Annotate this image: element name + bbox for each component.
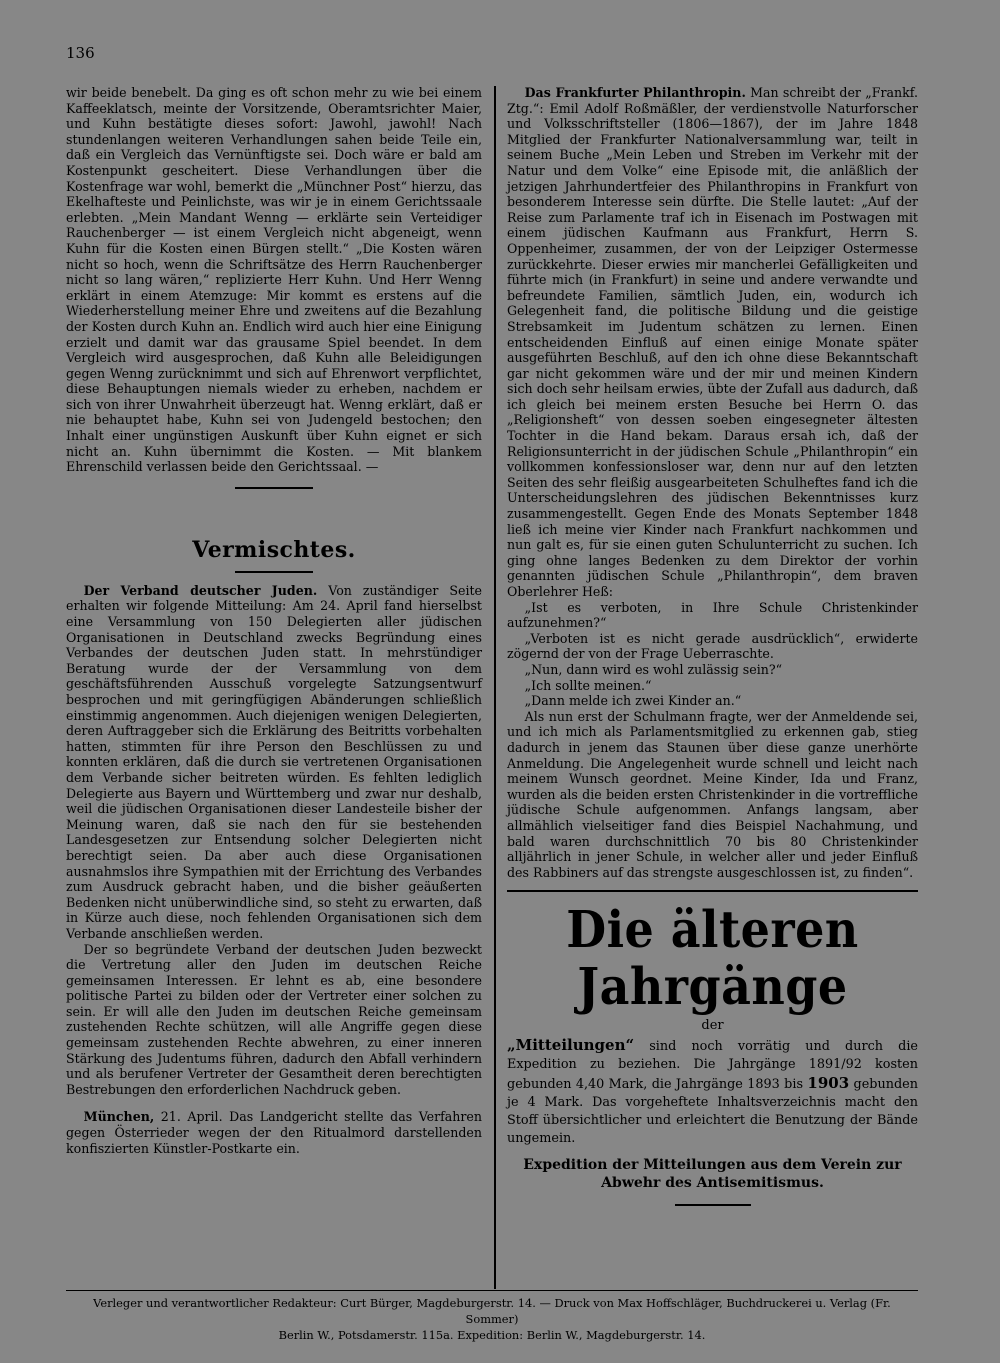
right-column (507, 85, 918, 1206)
philanthropin-article-lead (507, 85, 918, 600)
column-divider (494, 86, 496, 1289)
muenchen-item-title: München, (83, 1109, 155, 1125)
advertisement-bottom-rule (675, 1204, 751, 1206)
imprint-line-2: Berlin W., Potsdamerstr. 115a. Expedition: Berlin W., Magdeburgerstr. 14. (278, 1328, 706, 1342)
advertisement (507, 899, 918, 1206)
muenchen-item-text: Das Landgericht stellte das Verfahren gegen Österrieder wegen der den Ritualmord darstellenden konfiszierten Künstler-Postkarte ein. (66, 1109, 482, 1156)
left-column (66, 85, 482, 1156)
section-heading-divider (235, 571, 313, 573)
story-divider (235, 487, 313, 489)
advertisement-year: 1903 (807, 1073, 850, 1092)
advertisement-title: Die älteren Jahrgänge (566, 899, 859, 1017)
philanthropin-dialogue-line: „Nun, dann wird es wohl zulässig sein?“ (524, 661, 783, 677)
advertisement-text-1: sind noch vorrätig und durch die Expedition zu beziehen. Die Jahrgänge 1891/92 kosten gebunden 4,40 Mark, die Jahrgänge 1893 bis (507, 1038, 918, 1092)
advertisement-top-rule (507, 890, 918, 892)
verband-article-paragraph-2: Der so begründete Verband der deutschen Juden bezweckt die Vertretung aller den Juden im deutschen Reiche gemeinsamen Interessen. Er lehnt es ab, eine besondere politische Partei zu bilden oder der Vertreter einer solchen zu sein. Er will alle den Juden im deutschen Reiche gemeinsam zustehenden Rechte schützen, will alle Angriffe gegen diese gemeinsam zustehenden Rechte abwehren, zu einer inneren Stärkung des Judentums führen, dadurch den Abfall verhindern und als berufener Vertreter der Gesamtheit deren berechtigten Bestrebungen den erforderlichen Nachdruck geben. (66, 941, 482, 1097)
philanthropin-article-title: Das Frankfurter Philanthropin. (524, 85, 746, 100)
advertisement-signature: Expedition der Mitteilungen aus dem Verein zur Abwehr des Antisemitismus. (523, 1156, 902, 1191)
philanthropin-article-paragraph-1: Man schreibt der „Frankf. Ztg.“: Emil Adolf Roßmäßler, der verdienstvolle Naturforscher und Volksschriftsteller (1806—1867), der im Jahre 1848 Mitglied der Frankfurter Nationalversammlung war, teilt in seinem Buche „Mein Leben und Streben im Verkehr mit der Natur und dem Volke“ eine Episode mit, die anläßlich der jetzigen Jahrhundertfeier des Philanthropins in Frankfurt von besonderem Interesse sein dürfte. Die Stelle lautet: „Auf der Reise zum Parlamente traf ich in Eisenach im Postwagen mit einem jüdischen Kaufmann aus Frankfurt, Herrn S. Oppenheimer, zusammen, der von der Leipziger Ostermesse zurückkehrte. Dieser erwies mir mancherlei Gefälligkeiten und führte mich (in Frankfurt) in seine und andere verwandte und befreundete Familien, sämtlich Juden, ein, wodurch ich Gelegenheit fand, die politische Bildung und die geistige Strebsamkeit im Judentum schätzen zu lernen. Einen entscheidenden Einfluß auf einen einige Monate später ausgeführten Beschluß, auf den ich ohne diese Bekanntschaft gar nicht gekommen wäre und der mir und meinen Kindern sich doch sehr heilsam erwies, übte der Zufall aus dadurch, daß ich gleich bei meinem ersten Besuche bei Herrn O. das „Religionsheft“ von dessen soeben eingesegneter ältesten Tochter in die Hand bekam. Daraus ersah ich, daß der Religionsunterricht in der jüdischen Schule „Philanthropin“ ein vollkommen konfessionsloser war, denn nur auf den letzten Seiten des sehr fleißig ausgearbeiteten Schulheftes fand ich die Unterscheidungslehren des jüdischen Bekenntnisses kurz zusammengestellt. Gegen Ende des Monats September 1848 ließ ich meine vier Kinder nach Frankfurt nachkommen und nun galt es, für sie einen guten Schulunterricht zu suchen. Ich ging ohne langes Bedenken zu dem Direktor der vorhin genannten jüdischen Schule „Philanthropin“, dem braven Oberlehrer Heß: (507, 85, 918, 599)
section-heading: Vermischtes. (192, 536, 356, 563)
muenchen-item-date: 21. April. (160, 1109, 223, 1125)
philanthropin-article-paragraph-final: Als nun erst der Schulmann fragte, wer der Anmeldende sei, und ich mich als Parlamentsmitglied zu erkennen gab, stieg dadurch in jenem das Staunen über diese ganze unerhörte Anmeldung. Die Angelegenheit wurde schnell und leicht nach meinem Wunsch geordnet. Meine Kinder, Ida und Franz, wurden als die beiden ersten Christenkinder in die vortreffliche jüdische Schule aufgenommen. Anfangs langsam, aber allmählich vielseitiger fand dies Beispiel Nachahmung, und bald waren durchschnittlich 70 bis 80 Christenkinder alljährlich in jener Schule, in welcher aller und jeder Einfluß des Rabbiners auf das strengste ausgeschlossen ist, zu finden“. (507, 708, 918, 880)
imprint-line-1: Verleger und verantwortlicher Redakteur: Curt Bürger, Magdeburgerstr. 14. — Druck von Max Hoffschläger, Buchdruckerei u. Verlag (Fr. Sommer) (93, 1296, 891, 1326)
verband-article-lead (66, 583, 482, 942)
page-number: 136 (66, 44, 95, 62)
imprint-footer (66, 1295, 918, 1343)
muenchen-item (66, 1109, 482, 1156)
trial-report-paragraph: wir beide benebelt. Da ging es oft schon mehr zu wie bei einem Kaffeeklatsch, meinte der Vorsitzende, Oberamtsrichter Maier, und Kuhn bestätigte dieses sofort: Jawohl, jawohl! Nach stundenlangen weiteren Verhandlungen sahen beide Teile ein, daß ein Vergleich das Vernünftigste sei. Doch wäre er bald am Kostenpunkt gescheitert. Diese Verhandlungen über die Kostenfrage war wohl, bemerkt die „Münchner Post“ hierzu, das Ekelhafteste und Peinlichste, was wir je in einem Gerichtssaale erlebten. „Mein Mandant Wenng — erklärte sein Verteidiger Rauchenberger — ist einem Vergleich nicht abgeneigt, wenn Kuhn für die Kosten einen Bürgen stellt.“ „Die Kosten wären nicht so hoch, wenn die Schriftsätze des Herrn Rauchenberger nicht so lang wären,“ replizierte Herr Kuhn. Und Herr Wenng erklärt in einem Atemzuge: Mir kommt es erstens auf die Wiederherstellung meiner Ehre und zweitens auf die Bezahlung der Kosten durch Kuhn an. Endlich wird auch hier eine Einigung erzielt und damit war das grausame Spiel beendet. In dem Vergleich wird ausgesprochen, daß Kuhn alle Beleidigungen gegen Wenng zurücknimmt und sich auf Ehrenwort verpflichtet, diese Behauptungen niemals wieder zu erheben, nachdem er sich von ihrer Unwahrheit überzeugt hat. Wenng erklärt, daß er nie behauptet habe, Kuhn sei von Judengeld bestochen; den Inhalt einer ungünstigen Auskunft über Kuhn eignet er sich nicht an. Kuhn übernimmt die Kosten. — Mit blankem Ehrenschild verlassen beide den Gerichtssaal. — (66, 85, 482, 475)
philanthropin-dialogue-line: „Ich sollte meinen.“ (524, 677, 652, 693)
advertisement-text-2: gebunden je 4 Mark. Das vorgeheftete Inhaltsverzeichnis macht den Stoff übersichtlicher und erleichtert die Benutzung der Bände ungemein. (507, 1076, 918, 1146)
advertisement-journal-name: „Mitteilungen“ (507, 1035, 635, 1054)
philanthropin-dialogue-line: „Verboten ist es nicht gerade ausdrücklich“, erwiderte zögernd der von der Frage Ueberraschte. (507, 630, 918, 662)
philanthropin-dialogue-line: „Ist es verboten, in Ihre Schule Christenkinder aufzunehmen?“ (507, 599, 918, 631)
verband-article-title: Der Verband deutscher Juden. (83, 582, 318, 598)
advertisement-der: der (701, 1018, 724, 1034)
advertisement-text (507, 1036, 918, 1148)
footer-divider (66, 1290, 918, 1291)
philanthropin-dialogue-line: „Dann melde ich zwei Kinder an.“ (524, 693, 742, 709)
verband-article-paragraph-1: Von zuständiger Seite erhalten wir folgende Mitteilung: Am 24. April fand hierselbst eine Versammlung von 150 Delegierten aller jüdischen Organisationen in Deutschland zwecks Begründung eines Verbandes der deutschen Juden statt. In mehrstündiger Beratung wurde der der Versammlung von dem geschäftsführenden Ausschuß vorgelegte Satzungsentwurf besprochen und mit geringfügigen Abänderungen schließlich einstimmig angenommen. Auch diejenigen wenigen Delegierten, deren Auftraggeber sich die Erklärung des Beitritts vorbehalten hatten, stimmten für ihre Person den Beschlüssen zu und konnten erklären, daß die durch sie vertretenen Organisationen dem Verbande sicher beitreten würden. Es fehlten lediglich Delegierte aus Bayern und Württemberg und zwar nur deshalb, weil die jüdischen Organisationen dieser Landesteile bisher der Meinung waren, daß sie nach den für sie bestehenden Landesgesetzen zur Entsendung solcher Delegierten nicht berechtigt seien. Da aber auch diese Organisationen ausnahmslos ihre Sympathien mit der Errichtung des Verbandes zum Ausdruck gebracht haben, und die bisher geäußerten Bedenken nicht unüberwindliche sind, so steht zu erwarten, daß in Kürze auch diese, noch fehlenden Organisationen sich dem Verbande anschließen werden. (66, 582, 482, 941)
